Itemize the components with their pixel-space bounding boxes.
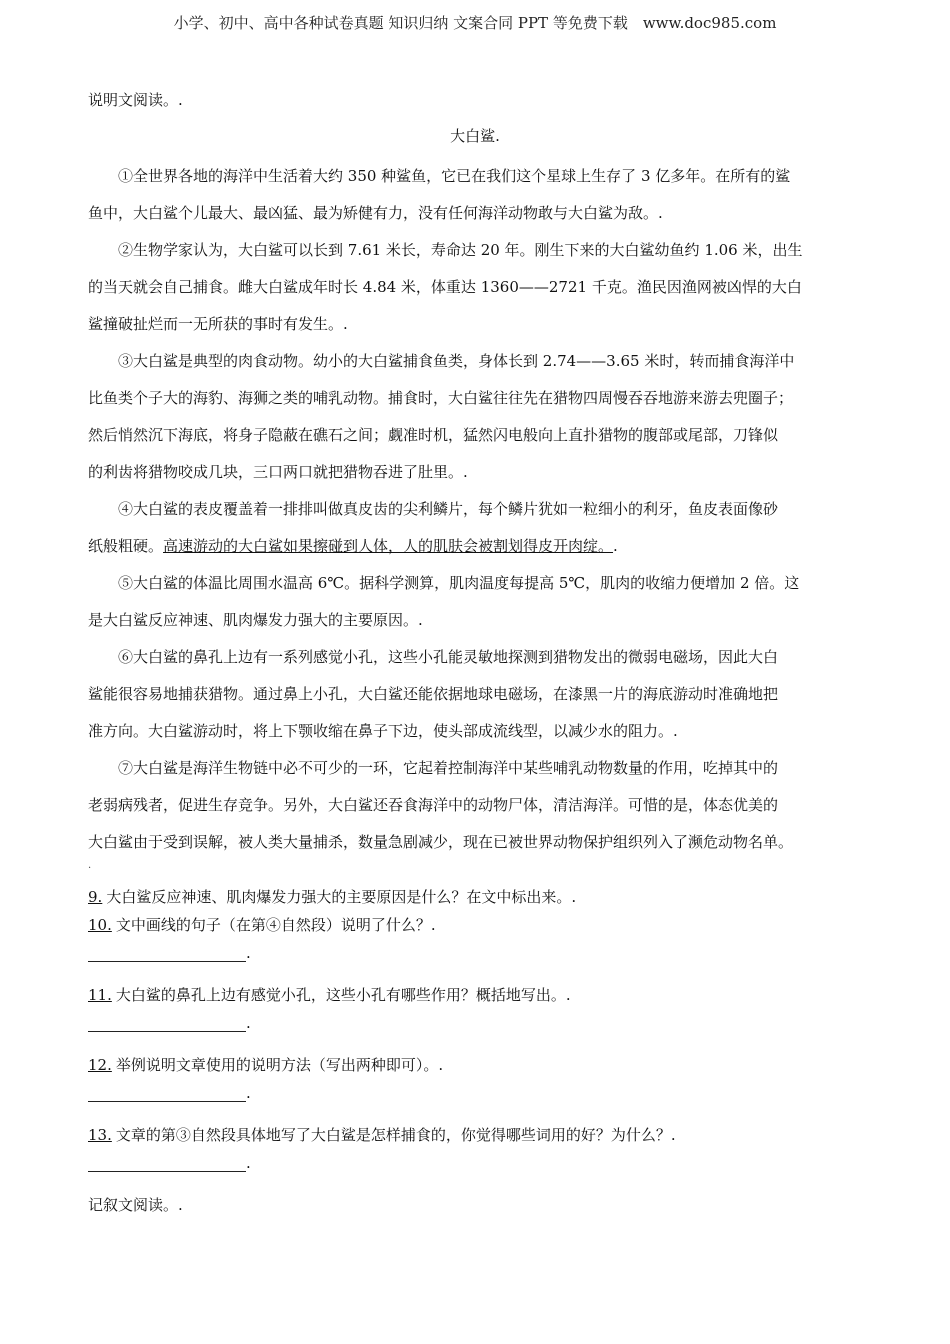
question-text: 大白鲨的鼻孔上边有感觉小孔，这些小孔有哪些作用？概括地写出。.	[115, 986, 571, 1004]
section-label-expository: 说明文阅读。.	[88, 91, 183, 109]
paragraph-line: 老弱病残者，促进生存竞争。另外，大白鲨还吞食海洋中的动物尸体，清洁海洋。可惜的是，体态优美的	[88, 796, 779, 814]
answer-blank-mark: .	[246, 1154, 251, 1172]
paragraph-3	[88, 343, 862, 491]
question-number: 10.	[88, 916, 112, 934]
paragraph-line: 鲨撞破扯烂而一无所获的事时有发生。.	[88, 315, 348, 333]
paragraph-line: ②生物学家认为，大白鲨可以长到 7.61 米长，寿命达 20 年。刚生下来的大白鲨幼鱼约 1.06 米，出生	[118, 241, 803, 259]
answer-blank-mark: .	[246, 1084, 251, 1102]
answer-line[interactable]	[88, 1013, 862, 1033]
section-label-narrative: 记叙文阅读。.	[88, 1196, 183, 1214]
paragraph-line: 准方向。大白鲨游动时，将上下颚收缩在鼻子下边，使头部成流线型，以减少水的阻力。.	[88, 722, 678, 740]
question-12	[88, 1055, 862, 1075]
paragraph-text: .	[613, 537, 618, 555]
paragraph-7	[88, 750, 862, 861]
paragraph-6	[88, 639, 862, 750]
paragraph-5	[88, 565, 862, 639]
question-10	[88, 915, 862, 935]
paragraph-2	[88, 232, 862, 343]
answer-line[interactable]	[88, 1153, 862, 1173]
paragraph-line: 鲨能很容易地捕获猎物。通过鼻上小孔，大白鲨还能依据地球电磁场，在漆黑一片的海底游动时准确地把	[88, 685, 779, 703]
question-number: 11.	[88, 986, 112, 1004]
paragraph-line: ⑥大白鲨的鼻孔上边有一系列感觉小孔，这些小孔能灵敏地探测到猎物发出的微弱电磁场，因此大白	[118, 648, 779, 666]
paragraph-line: 的当天就会自己捕食。雌大白鲨成年时长 4.84 米，体重达 1360——2721 千克。渔民因渔网被凶悍的大白	[88, 278, 802, 296]
paragraph-line	[88, 528, 862, 565]
answer-line[interactable]	[88, 943, 862, 963]
answer-line[interactable]	[88, 1083, 862, 1103]
paragraph-line: 然后悄然沉下海底，将身子隐蔽在礁石之间；觑准时机，猛然闪电般向上直扑猎物的腹部或尾部，刀锋似	[88, 426, 779, 444]
document-body	[88, 90, 862, 1215]
question-13	[88, 1125, 862, 1145]
question-text: 大白鲨反应神速、肌肉爆发力强大的主要原因是什么？在文中标出来。.	[106, 888, 577, 906]
paragraph-1	[88, 158, 862, 232]
paragraph-line: 的利齿将猎物咬成几块，三口两口就把猎物吞进了肚里。.	[88, 463, 468, 481]
paragraph-4	[88, 491, 862, 565]
question-text: 举例说明文章使用的说明方法（写出两种即可）。.	[115, 1056, 444, 1074]
questions-list	[88, 887, 862, 1173]
question-11	[88, 985, 862, 1005]
paragraph-line: 比鱼类个子大的海豹、海狮之类的哺乳动物。捕食时，大白鲨往往先在猎物四周慢吞吞地游来游去兜圈子；	[88, 389, 794, 407]
question-number: 13.	[88, 1126, 112, 1144]
paragraph-line: ⑦大白鲨是海洋生物链中必不可少的一环，它起着控制海洋中某些哺乳动物数量的作用，吃掉其中的	[118, 759, 779, 777]
paragraph-line: ①全世界各地的海洋中生活着大约 350 种鲨鱼，它已在我们这个星球上生存了 3 亿多年。在所有的鲨	[118, 167, 791, 185]
paragraph-line: ④大白鲨的表皮覆盖着一排排叫做真皮齿的尖利鳞片，每个鳞片犹如一粒细小的利牙，鱼皮表面像砂	[118, 500, 779, 518]
question-9	[88, 887, 862, 907]
page-header: 小学、初中、高中各种试卷真题 知识归纳 文案合同 PPT 等免费下载 www.doc985.com	[173, 14, 777, 32]
answer-blank[interactable]	[88, 1153, 246, 1172]
answer-blank-mark: .	[246, 944, 251, 962]
question-number: 9.	[88, 888, 103, 906]
paragraph-line: ⑤大白鲨的体温比周围水温高 6℃。据科学测算，肌肉温度每提高 5℃，肌肉的收缩力便增加 2 倍。这	[118, 574, 800, 592]
paragraph-line: 是大白鲨反应神速、肌肉爆发力强大的主要原因。.	[88, 611, 423, 629]
paragraph-trailing-mark: .	[88, 860, 92, 871]
question-text: 文中画线的句子（在第④自然段）说明了什么？.	[115, 916, 436, 934]
question-number: 12.	[88, 1056, 112, 1074]
question-text: 文章的第③自然段具体地写了大白鲨是怎样捕食的，你觉得哪些词用的好？为什么？.	[115, 1126, 676, 1144]
article-title: 大白鲨.	[450, 127, 500, 145]
paragraph-line: 鱼中，大白鲨个儿最大、最凶猛、最为矫健有力，没有任何海洋动物敢与大白鲨为敌。.	[88, 204, 663, 222]
answer-blank[interactable]	[88, 943, 246, 962]
answer-blank[interactable]	[88, 1083, 246, 1102]
underlined-sentence: 高速游动的大白鲨如果擦碰到人体，人的肌肤会被割划得皮开肉绽。	[163, 537, 614, 555]
paragraph-text: 纸般粗硬。	[88, 537, 164, 555]
paragraph-line: ③大白鲨是典型的肉食动物。幼小的大白鲨捕食鱼类，身体长到 2.74——3.65 米时，转而捕食海洋中	[118, 352, 795, 370]
answer-blank[interactable]	[88, 1013, 246, 1032]
answer-blank-mark: .	[246, 1014, 251, 1032]
paragraph-line: 大白鲨由于受到误解，被人类大量捕杀，数量急剧减少，现在已被世界动物保护组织列入了濒危动物名单。	[88, 833, 794, 851]
